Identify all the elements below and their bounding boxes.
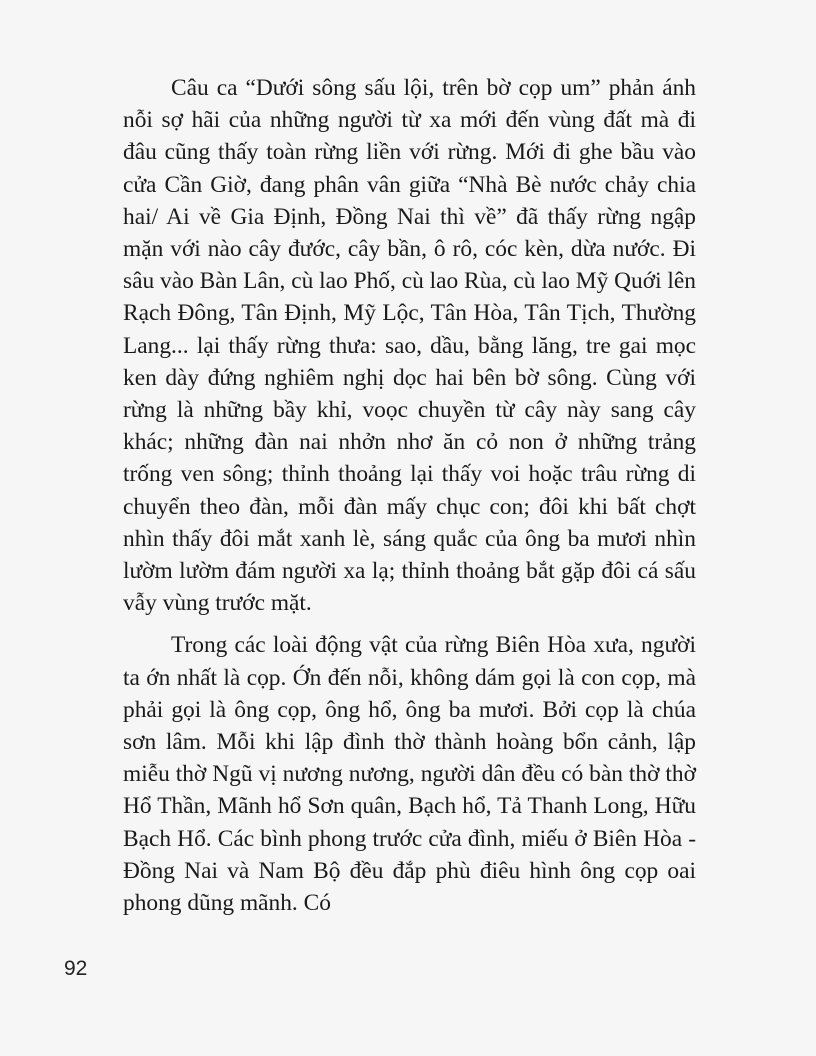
page-number: 92 [64, 957, 88, 980]
paragraph-2: Trong các loài động vật của rừng Biên Hòa xưa, người ta ớn nhất là cọp. Ớn đến nỗi, không dám gọi là con cọp, mà phải gọi là ông cọp, ông hổ, ông ba mươi. Bởi cọp là chúa sơn lâm. Mỗi khi lập đình thờ thành hoàng bổn cảnh, lập miễu thờ Ngũ vị nương nương, người dân đều có bàn thờ thờ Hổ Thần, Mãnh hổ Sơn quân, Bạch hổ, Tả Thanh Long, Hữu Bạch Hổ. Các bình phong trước cửa đình, miếu ở Biên Hòa - Đồng Nai và Nam Bộ đều đắp phù điêu hình ông cọp oai phong dũng mãnh. Có [123, 632, 696, 917]
body-text [123, 72, 696, 919]
paragraph-1: Câu ca “Dưới sông sấu lội, trên bờ cọp um” phản ánh nỗi sợ hãi của những người từ xa mới đến vùng đất mà đi đâu cũng thấy toàn rừng liền với rừng. Mới đi ghe bầu vào cửa Cần Giờ, đang phân vân giữa “Nhà Bè nước chảy chia hai/ Ai về Gia Định, Đồng Nai thì về” đã thấy rừng ngập mặn với nào cây đước, cây bần, ô rô, cóc kèn, dừa nước. Đi sâu vào Bàn Lân, cù lao Phố, cù lao Rùa, cù lao Mỹ Quới lên Rạch Đông, Tân Định, Mỹ Lộc, Tân Hòa, Tân Tịch, Thường Lang... lại thấy rừng thưa: sao, dầu, bằng lăng, tre gai mọc ken dày đứng nghiêm nghị dọc hai bên bờ sông. Cùng với rừng là những bầy khỉ, voọc chuyền từ cây này sang cây khác; những đàn nai nhởn nhơ ăn cỏ non ở những trảng trống ven sông; thỉnh thoảng lại thấy voi hoặc trâu rừng di chuyển theo đàn, mỗi đàn mấy chục con; đôi khi bất chợt nhìn thấy đôi mắt xanh lè, sáng quắc của ông ba mươi nhìn lườm lườm đám người xa lạ; thỉnh thoảng bắt gặp đôi cá sấu vẫy vùng trước mặt. [123, 75, 696, 617]
